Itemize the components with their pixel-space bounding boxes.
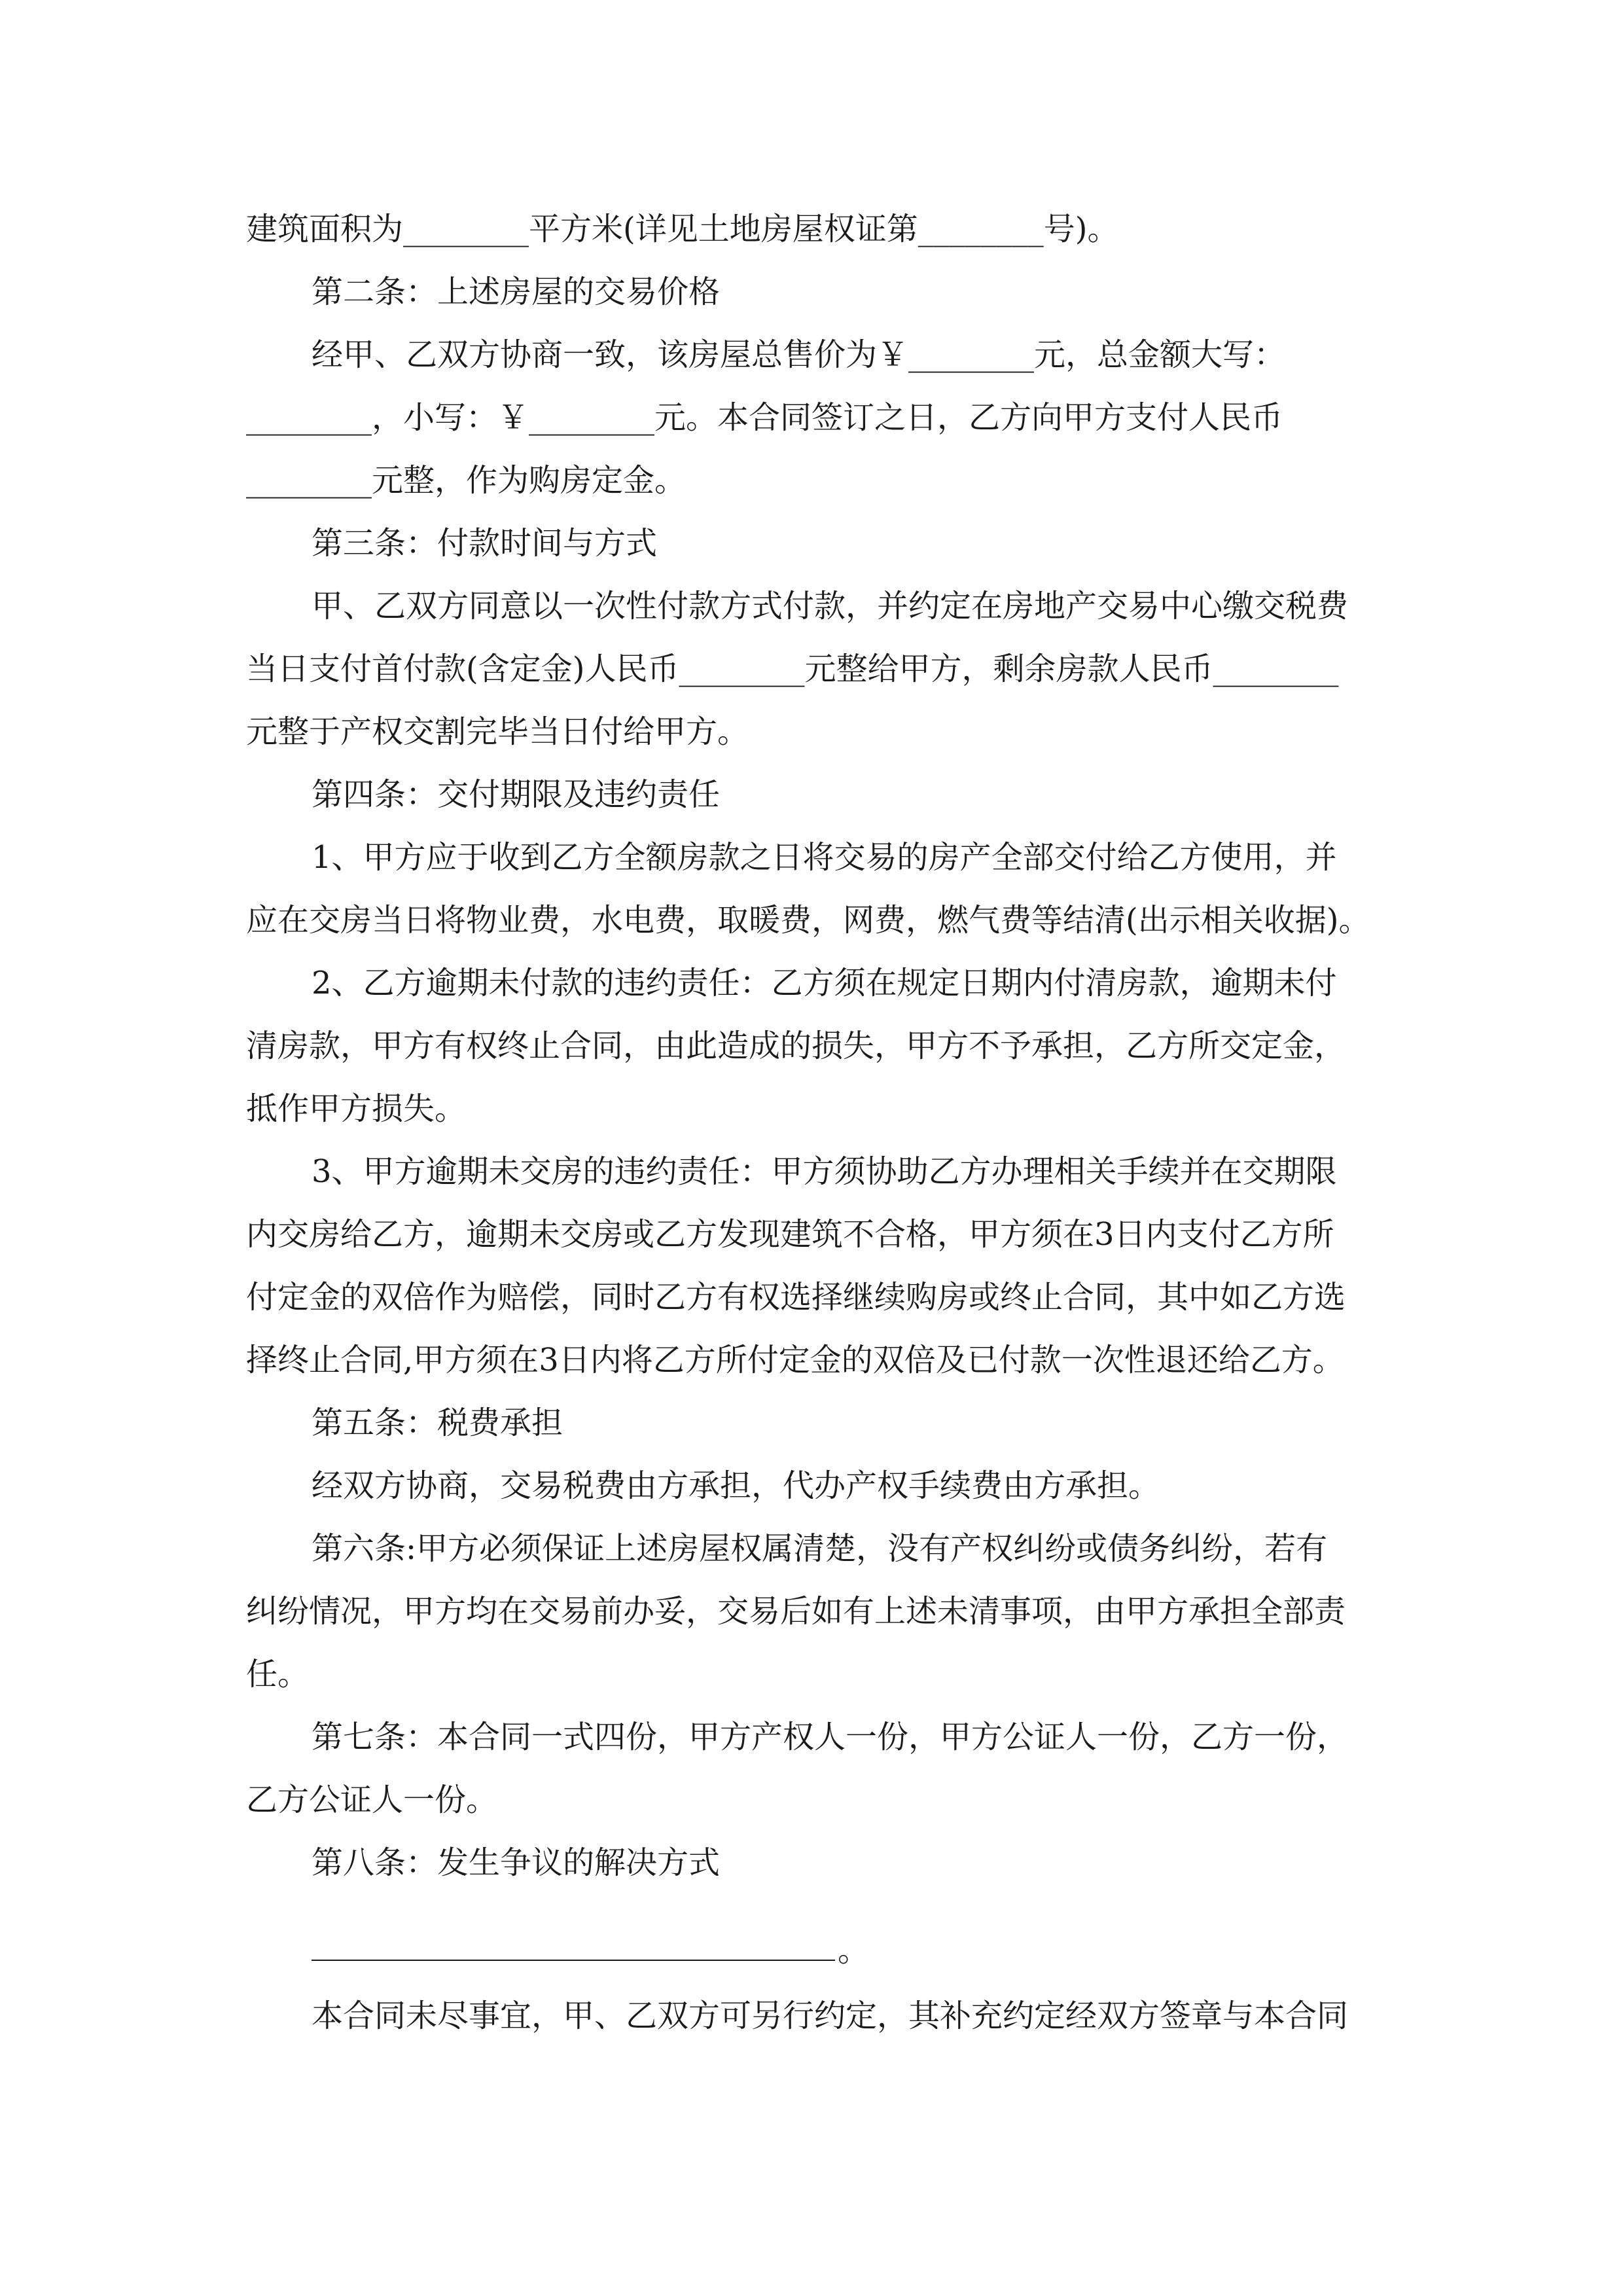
text-line-3: 经甲、乙双方协商一致，该房屋总售价为￥________元，总金额大写： [312, 336, 1286, 373]
text-line-11: 1、甲方应于收到乙方全额房款之日将交易的房产全部交付给乙方使用，并 [312, 839, 1337, 876]
text-line-4: ________，小写：￥________元。本合同签订之日，乙方向甲方支付人民币 [246, 399, 1283, 436]
text-line-23: 纠纷情况，甲方均在交易前办妥，交易后如有上述未清事项，由甲方承担全部责 [246, 1593, 1346, 1630]
text-line-16: 3、甲方逾期未交房的违约责任：甲方须协助乙方办理相关手续并在交期限 [312, 1153, 1337, 1190]
text-line-8: 当日支付首付款(含定金)人民币________元整给甲方，剩余房款人民币________ [246, 651, 1339, 687]
text-line-18: 付定金的双倍作为赔偿，同时乙方有权选择继续购房或终止合同，其中如乙方选 [246, 1279, 1346, 1316]
article-7-text: 第七条：本合同一式四份，甲方产权人一份，甲方公证人一份，乙方一份， [312, 1719, 1349, 1755]
text-line-12: 应在交房当日将物业费，水电费，取暖费，网费，燃气费等结清(出示相关收据)。 [246, 902, 1370, 939]
blank-underline [312, 1960, 835, 1961]
article-6-text: 第六条:甲方必须保证上述房屋权属清楚，没有产权纠纷或债务纠纷，若有 [312, 1530, 1328, 1567]
text-line-19: 择终止合同,甲方须在3日内将乙方所付定金的双倍及已付款一次性退还给乙方。 [246, 1342, 1344, 1378]
text-line-14: 清房款，甲方有权终止合同，由此造成的损失，甲方不予承担，乙方所交定金， [246, 1028, 1346, 1064]
article-8-heading: 第八条：发生争议的解决方式 [312, 1844, 721, 1881]
text-line-24: 任。 [246, 1656, 310, 1693]
text-line-7: 甲、乙双方同意以一次性付款方式付款，并约定在房地产交易中心缴交税费 [312, 588, 1349, 624]
blank-end-mark: 。 [838, 1932, 870, 1969]
article-3-heading: 第三条：付款时间与方式 [312, 525, 658, 562]
article-5-heading: 第五条：税费承担 [312, 1405, 563, 1441]
text-line-1: 建筑面积为________平方米(详见土地房屋权证第________号)。 [246, 211, 1119, 247]
text-line-28: 本合同未尽事宜，甲、乙双方可另行约定，其补充约定经双方签章与本合同 [312, 1998, 1349, 2034]
text-line-17: 内交房给乙方，逾期未交房或乙方发现建筑不合格，甲方须在3日内支付乙方所 [246, 1216, 1334, 1253]
text-line-26: 乙方公证人一份。 [246, 1782, 498, 1818]
text-line-9: 元整于产权交割完毕当日付给甲方。 [246, 713, 749, 750]
article-2-heading: 第二条：上述房屋的交易价格 [312, 274, 721, 310]
text-line-15: 抵作甲方损失。 [246, 1090, 467, 1127]
text-line-5: ________元整，作为购房定金。 [246, 462, 687, 499]
text-line-21: 经双方协商，交易税费由方承担，代办产权手续费由方承担。 [312, 1467, 1160, 1504]
text-line-13: 2、乙方逾期未付款的违约责任：乙方须在规定日期内付清房款，逾期未付 [312, 965, 1337, 1001]
article-4-heading: 第四条：交付期限及违约责任 [312, 776, 721, 813]
